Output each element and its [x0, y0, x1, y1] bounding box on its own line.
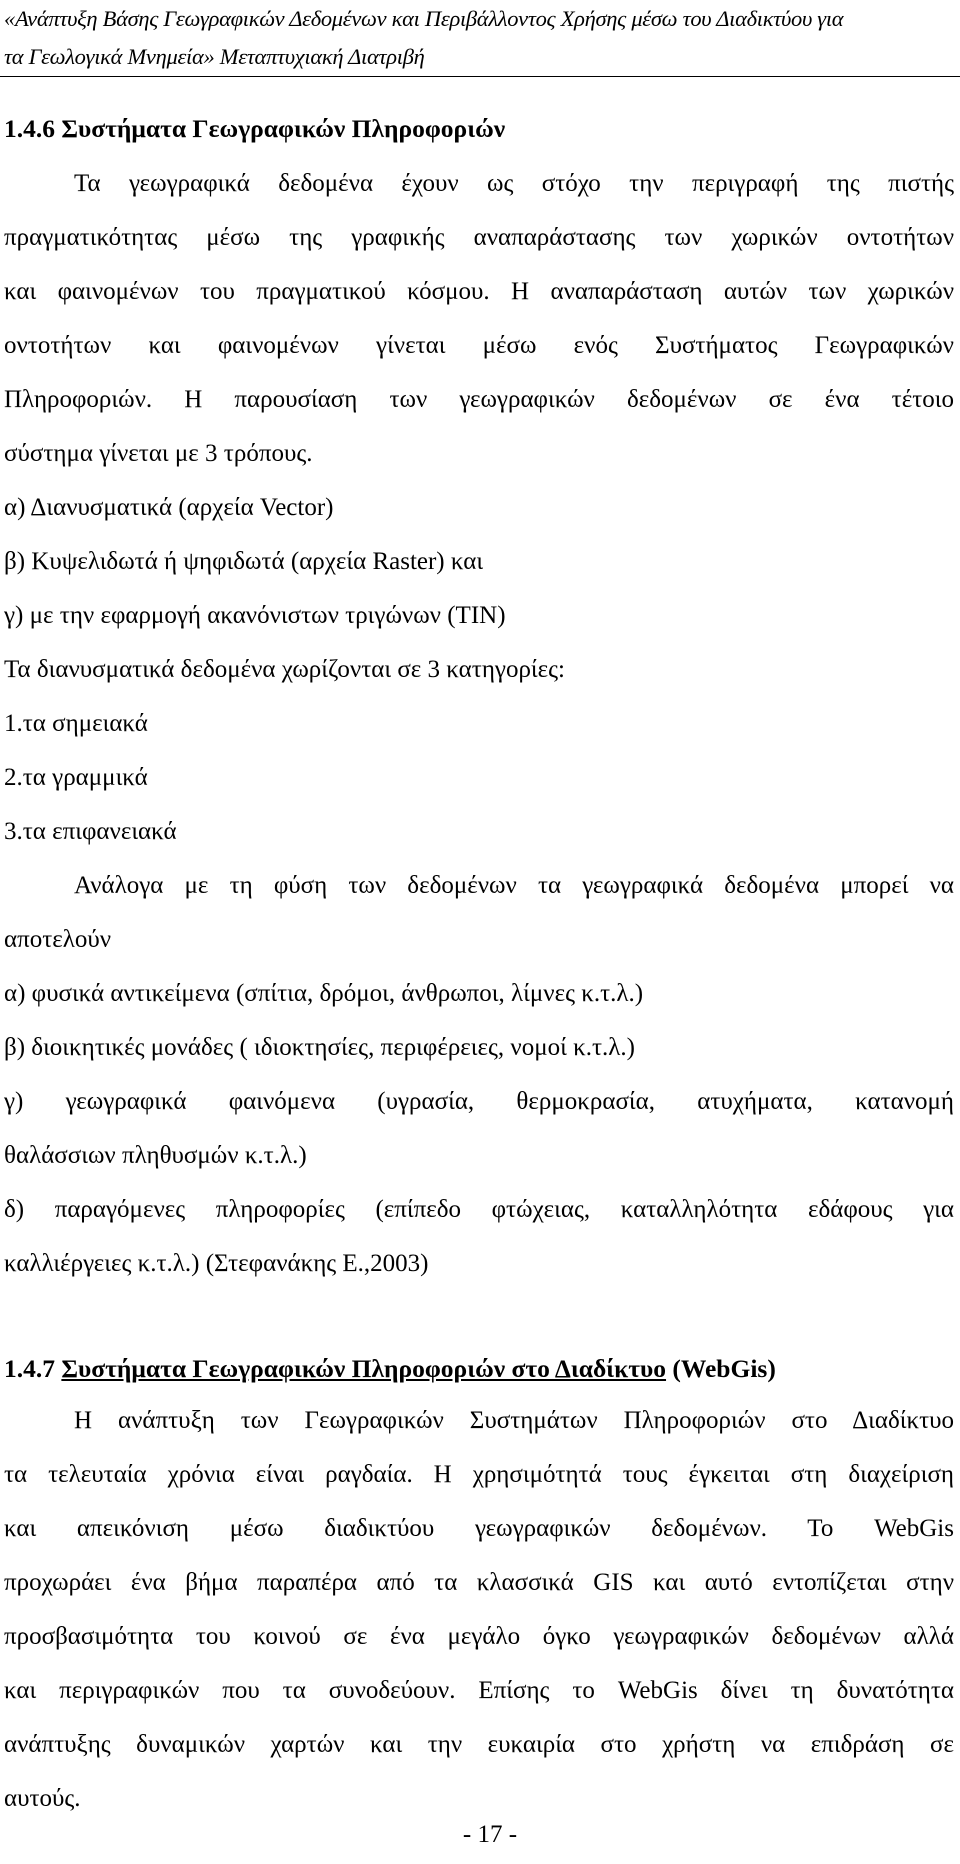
paragraph-line: Πληροφοριών. Η παρουσίαση των γεωγραφικών δεδομένων σε ένα τέτοιο: [4, 386, 954, 413]
paragraph-line: Τα γεωγραφικά δεδομένα έχουν ως στόχο την περιγραφή της πιστής: [74, 170, 954, 197]
heading-title: Συστήματα Γεωγραφικών Πληροφοριών στο Διαδίκτυο: [61, 1354, 667, 1383]
paragraph-line: και φαινομένων του πραγματικού κόσμου. Η αναπαράσταση αυτών των χωρικών: [4, 278, 954, 305]
list-item: 2.τα γραμμικά: [4, 764, 148, 791]
paragraph-line: αποτελούν: [4, 926, 112, 953]
list-item: β) διοικητικές μονάδες ( ιδιοκτησίες, περιφέρειες, νομοί κ.τ.λ.): [4, 1034, 635, 1061]
paragraph-line: σύστημα γίνεται με 3 τρόπους.: [4, 440, 313, 467]
running-header: [4, 0, 954, 76]
paragraph-line: και απεικόνιση μέσω διαδικτύου γεωγραφικών δεδομένων. Το WebGis: [4, 1515, 954, 1542]
paragraph-line: προσβασιμότητα του κοινού σε ένα μεγάλο όγκο γεωγραφικών δεδομένων αλλά: [4, 1623, 954, 1650]
paragraph-line: αυτούς.: [4, 1785, 81, 1812]
heading-number: 1.4.7: [4, 1354, 62, 1383]
header-rule: [0, 76, 960, 77]
list-item: καλλιέργειες κ.τ.λ.) (Στεφανάκης Ε.,2003): [4, 1250, 429, 1277]
header-line-2: τα Γεωλογικά Μνημεία» Μεταπτυχιακή Διατριβή: [4, 44, 425, 69]
paragraph-line: ανάπτυξης δυναμικών χαρτών και την ευκαιρία στο χρήστη να επιδράση σε: [4, 1731, 954, 1758]
paragraph-line: οντοτήτων και φαινομένων γίνεται μέσω ενός Συστήματος Γεωγραφικών: [4, 332, 954, 359]
list-item: 1.τα σημειακά: [4, 710, 148, 737]
list-item: β) Κυψελιδωτά ή ψηφιδωτά (αρχεία Raster) και: [4, 548, 484, 575]
section-heading-1-4-7: [4, 1352, 954, 1386]
paragraph-line: Η ανάπτυξη των Γεωγραφικών Συστημάτων Πληροφοριών στο Διαδίκτυο: [74, 1407, 954, 1434]
header-line-1: «Ανάπτυξη Βάσης Γεωγραφικών Δεδομένων και Περιβάλλοντος Χρήσης μέσω του Διαδικτύου για: [4, 6, 844, 31]
list-item: θαλάσσιων πληθυσμών κ.τ.λ.): [4, 1142, 307, 1169]
list-item: γ) με την εφαρμογή ακανόνιστων τριγώνων (TIN): [4, 602, 506, 629]
paragraph-line: πραγματικότητας μέσω της γραφικής αναπαράστασης των χωρικών οντοτήτων: [4, 224, 954, 251]
section-heading-1-4-6: 1.4.6 Συστήματα Γεωγραφικών Πληροφοριών: [4, 114, 506, 143]
list-item: γ) γεωγραφικά φαινόμενα (υγρασία, θερμοκρασία, ατυχήματα, κατανομή: [4, 1088, 954, 1115]
paragraph-line: τα τελευταία χρόνια είναι ραγδαία. Η χρησιμότητά τους έγκειται στη διαχείριση: [4, 1461, 954, 1488]
paragraph-line: Ανάλογα με τη φύση των δεδομένων τα γεωγραφικά δεδομένα μπορεί να: [74, 872, 954, 899]
paragraph-line: Τα διανυσματικά δεδομένα χωρίζονται σε 3 κατηγορίες:: [4, 656, 565, 683]
heading-suffix: (WebGis): [666, 1354, 776, 1383]
list-item: α) φυσικά αντικείμενα (σπίτια, δρόμοι, άνθρωποι, λίμνες κ.τ.λ.): [4, 980, 644, 1007]
page-footer: [0, 1818, 960, 1852]
list-item: δ) παραγόμενες πληροφορίες (επίπεδο φτώχειας, καταλληλότητα εδάφους για: [4, 1196, 954, 1223]
paragraph-line: και περιγραφικών που τα συνοδεύουν. Επίσης το WebGis δίνει τη δυνατότητα: [4, 1677, 954, 1704]
page-number: - 17 -: [462, 1821, 518, 1848]
list-item: α) Διανυσματικά (αρχεία Vector): [4, 494, 334, 521]
list-item: 3.τα επιφανειακά: [4, 818, 177, 845]
paragraph-line: προχωράει ένα βήμα παραπέρα από τα κλασσικά GIS και αυτό εντοπίζεται στην: [4, 1569, 954, 1596]
